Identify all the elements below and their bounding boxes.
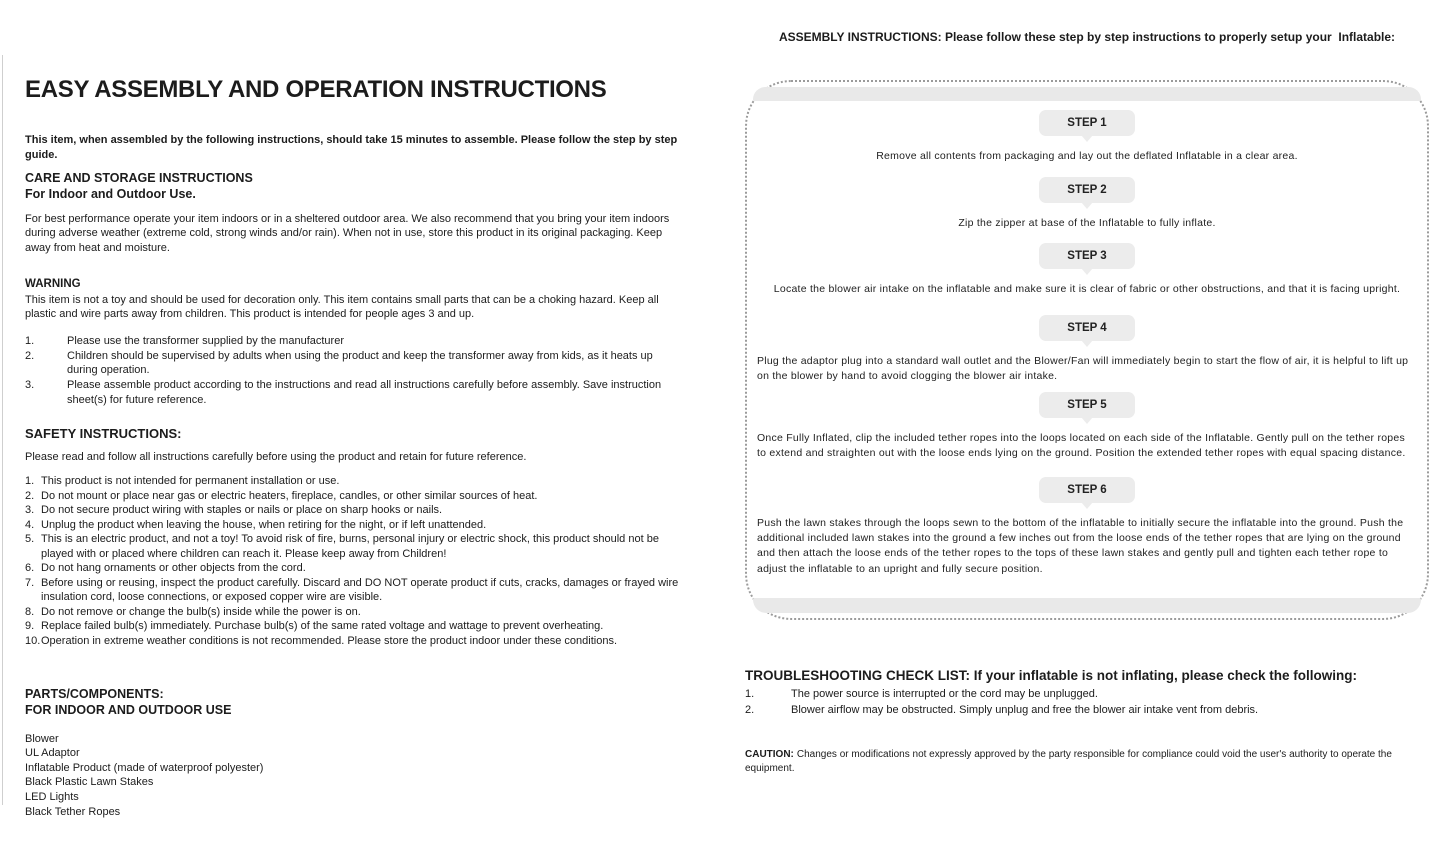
troubleshooting-item	[745, 703, 1429, 719]
safety-item	[25, 518, 681, 533]
item-number: 6.	[25, 562, 35, 575]
step-4-text: Plug the adaptor plug into a standard wall outlet and the Blower/Fan will immediately begin to start the flow of air, it is helpful to lift up on the blower by hand to avoid clogging the blower air intake.	[757, 355, 1409, 383]
parts-heading: PARTS/COMPONENTS:	[25, 687, 164, 701]
safety-item	[25, 474, 681, 489]
item-number: 1.	[745, 688, 755, 700]
step-2-block	[757, 177, 1417, 231]
page-title: EASY ASSEMBLY AND OPERATION INSTRUCTIONS	[25, 76, 607, 104]
item-number: 10.	[25, 634, 41, 647]
item-number: 2.	[745, 703, 755, 716]
item-number: 7.	[25, 576, 35, 589]
item-number: 2.	[25, 489, 35, 502]
assembly-time-note: This item, when assembled by the following instructions, should take 15 minutes to assemble. Please follow the step by step guide.	[25, 134, 678, 161]
step-3-badge: STEP 3	[1039, 243, 1135, 269]
item-text: Children should be supervised by adults when using the product and keep the transformer away from kids, as it heats up during operation.	[67, 349, 653, 377]
item-number: 5.	[25, 533, 35, 546]
safety-item	[25, 576, 681, 605]
step-5-badge: STEP 5	[1039, 392, 1135, 418]
item-text: Do not remove or change the bulb(s) inside while the power is on.	[41, 605, 361, 618]
caution-label: CAUTION:	[745, 749, 794, 760]
caution-text: Changes or modifications not expressly approved by the party responsible for compliance could void the user's authority to operate the equipment.	[745, 749, 1392, 774]
safety-item	[25, 532, 681, 561]
safety-item	[25, 634, 681, 649]
parts-item: Black Tether Ropes	[25, 805, 121, 818]
step-5-block	[757, 392, 1417, 461]
item-text: Do not mount or place near gas or electric heaters, fireplace, candles, or other similar sources of heat.	[41, 489, 538, 502]
step-6-block	[757, 477, 1417, 577]
caution-note	[745, 748, 1429, 775]
care-heading: CARE AND STORAGE INSTRUCTIONS	[25, 171, 253, 185]
care-storage-section	[25, 170, 681, 267]
step-1-block	[757, 110, 1417, 164]
step-6-badge: STEP 6	[1039, 477, 1135, 503]
assembly-steps-panel	[745, 80, 1429, 620]
safety-heading: SAFETY INSTRUCTIONS:	[25, 426, 182, 441]
troubleshooting-list	[745, 687, 1429, 719]
parts-item: LED Lights	[25, 791, 79, 803]
troubleshooting-section	[745, 668, 1429, 719]
panel-top-shade	[753, 87, 1421, 101]
safety-item	[25, 503, 681, 518]
care-body: For best performance operate your item indoors or in a sheltered outdoor area. We also recommend that you bring your item indoors during adverse weather (extreme cold, strong winds and/or rain). When not in use, store this product in its original packaging. Keep away from heat and moisture.	[25, 212, 670, 255]
warning-item	[25, 349, 681, 378]
parts-item: Blower	[25, 732, 59, 745]
step-2-badge: STEP 2	[1039, 177, 1135, 203]
item-text: Unplug the product when leaving the house, when retiring for the night, or if left unattended.	[41, 518, 487, 531]
safety-list	[25, 474, 681, 648]
step-6-text: Push the lawn stakes through the loops sewn to the bottom of the inflatable to initially secure the inflatable into the ground. Push the additional included lawn stakes into the ground a few inches out from the loose ends of the tether ropes that are lying on the ground and then attach the loose ends of the tether ropes to the tops of these lawn stakes and gently pull and tighten each tether rope to adjust the inflatable to an upright and fully secure position.	[757, 517, 1404, 575]
safety-item	[25, 619, 681, 634]
page-edge-line	[2, 55, 3, 805]
care-subheading: For Indoor and Outdoor Use.	[25, 187, 196, 202]
step-2-text: Zip the zipper at base of the Inflatable to fully inflate.	[958, 217, 1216, 229]
item-text: Do not secure product wiring with staples or nails or place on sharp hooks or nails.	[41, 504, 443, 517]
item-text: Replace failed bulb(s) immediately. Purchase bulb(s) of the same rated voltage and wattage to prevent overheating.	[41, 620, 604, 633]
item-number: 4.	[25, 518, 35, 531]
item-number: 1.	[25, 334, 35, 347]
item-number: 8.	[25, 605, 35, 618]
warning-list	[25, 334, 681, 407]
parts-components-section	[25, 686, 681, 819]
item-text: Operation in extreme weather conditions is not recommended. Please store the product indoor under these conditions.	[41, 634, 617, 647]
parts-item: UL Adaptor	[25, 747, 80, 760]
safety-item	[25, 489, 681, 504]
warning-item	[25, 378, 681, 407]
step-3-block	[757, 243, 1417, 297]
step-4-badge: STEP 4	[1039, 315, 1135, 341]
step-3-text: Locate the blower air intake on the inflatable and make sure it is clear of fabric or other obstructions, and that it is facing upright.	[773, 283, 1401, 295]
item-text: This product is not intended for permanent installation or use.	[41, 475, 340, 487]
warning-body: This item is not a toy and should be used for decoration only. This item contains small parts that can be a choking hazard. Keep all plastic and wire parts away from children. This product is intended for people ages 3 and up.	[25, 293, 659, 321]
item-text: The power source is interrupted or the cord may be unplugged.	[791, 688, 1098, 700]
item-text: Blower airflow may be obstructed. Simply unplug and free the blower air intake vent from debris.	[791, 703, 1259, 716]
item-number: 2.	[25, 349, 35, 362]
warning-heading: WARNING	[25, 278, 81, 290]
warning-section	[25, 277, 681, 408]
step-1-text: Remove all contents from packaging and lay out the deflated Inflatable in a clear area.	[876, 150, 1298, 162]
parts-list	[25, 732, 681, 820]
warning-item	[25, 334, 681, 348]
item-text: This is an electric product, and not a toy! To avoid risk of fire, burns, personal injury or electric shock, this product should not be played with or placed where children can reach it. Please keep away from Children!	[41, 533, 659, 560]
safety-instructions-section	[25, 426, 681, 648]
item-text: Before using or reusing, inspect the product carefully. Discard and DO NOT operate product if cuts, cracks, damages or frayed wire insulation cord, loose connections, or exposed copper wire are visible.	[41, 576, 679, 604]
troubleshooting-heading: TROUBLESHOOTING CHECK LIST: If your inflatable is not inflating, please check the following:	[745, 668, 1358, 683]
panel-bottom-shade	[753, 598, 1421, 613]
item-text: Please assemble product according to the instructions and read all instructions carefully before assembly. Save instruction sheet(s) for future reference.	[67, 379, 662, 406]
step-4-block	[757, 315, 1417, 384]
parts-subheading: FOR INDOOR AND OUTDOOR USE	[25, 703, 232, 718]
item-number: 3.	[25, 379, 35, 392]
step-1-badge: STEP 1	[1039, 110, 1135, 136]
item-text: Please use the transformer supplied by the manufacturer	[67, 334, 344, 347]
troubleshooting-item	[745, 687, 1429, 703]
safety-item	[25, 605, 681, 620]
item-number: 9.	[25, 620, 35, 633]
parts-item: Black Plastic Lawn Stakes	[25, 776, 154, 789]
step-5-text: Once Fully Inflated, clip the included tether ropes into the loops located on each side of the Inflatable. Gently pull on the tether ropes to extend and straighten out with the loose ends lying on the ground. Position the extended tether ropes with equal spacing distance.	[757, 432, 1406, 460]
safety-item	[25, 561, 681, 576]
assembly-instructions-heading: ASSEMBLY INSTRUCTIONS: Please follow these step by step instructions to properly setup your Inflatable:	[778, 30, 1396, 44]
item-number: 3.	[25, 504, 35, 517]
safety-intro: Please read and follow all instructions carefully before using the product and retain for future reference.	[25, 451, 527, 463]
item-number: 1.	[25, 475, 35, 487]
parts-item: Inflatable Product (made of waterproof polyester)	[25, 761, 264, 774]
item-text: Do not hang ornaments or other objects from the cord.	[41, 562, 306, 575]
